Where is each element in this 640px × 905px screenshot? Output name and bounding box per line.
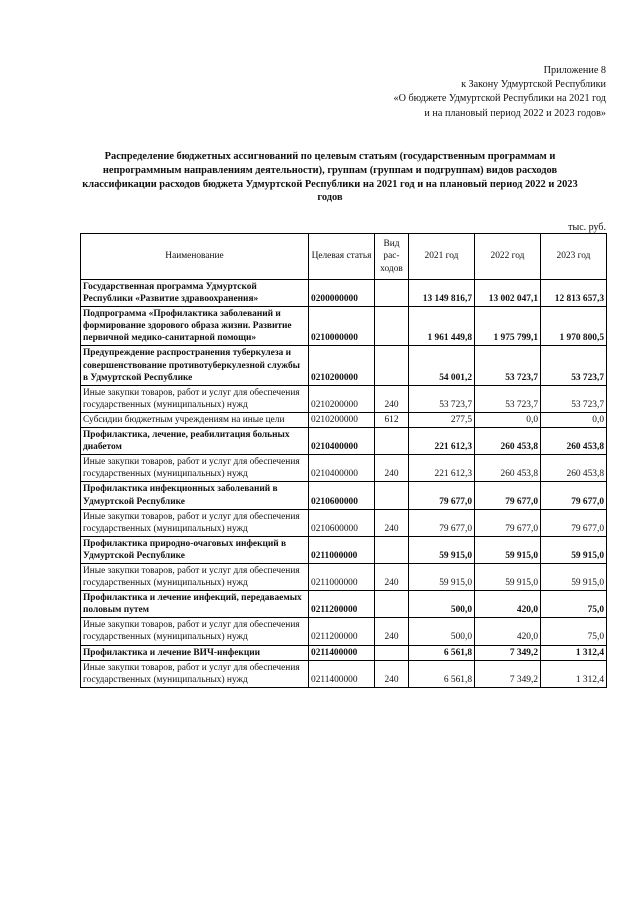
cell-code: 0200000000: [309, 280, 375, 307]
cell-name: Профилактика и лечение ВИЧ-инфекции: [81, 645, 309, 660]
cell-2023: 59 915,0: [541, 536, 607, 563]
cell-vid: [375, 280, 409, 307]
cell-name: Иные закупки товаров, работ и услуг для обеспечения государственных (муниципальных) нужд: [81, 385, 309, 412]
cell-2021: 221 612,3: [409, 428, 475, 455]
cell-vid: [375, 307, 409, 346]
cell-2021: 79 677,0: [409, 482, 475, 509]
cell-2022: 0,0: [475, 412, 541, 427]
table-body: [81, 280, 607, 688]
cell-2021: 79 677,0: [409, 509, 475, 536]
cell-code: 0211200000: [309, 591, 375, 618]
cell-vid: 612: [375, 412, 409, 427]
cell-name: Иные закупки товаров, работ и услуг для обеспечения государственных (муниципальных) нужд: [81, 618, 309, 645]
cell-code: 0211000000: [309, 536, 375, 563]
cell-name: Предупреждение распространения туберкулеза и совершенствование противотуберкулезной службы в Удмуртской Республике: [81, 346, 309, 385]
cell-vid: 240: [375, 563, 409, 590]
cell-2021: 500,0: [409, 618, 475, 645]
cell-vid: [375, 591, 409, 618]
cell-vid: 240: [375, 455, 409, 482]
cell-code: 0210400000: [309, 428, 375, 455]
table-row: [81, 412, 607, 427]
table-row: [81, 280, 607, 307]
table-row: [81, 618, 607, 645]
cell-name: Подпрограмма «Профилактика заболеваний и формирование здорового образа жизни. Развитие первичной медико-санитарной помощи»: [81, 307, 309, 346]
cell-code: 0210400000: [309, 455, 375, 482]
appendix-line-1: Приложение 8: [543, 65, 606, 76]
cell-vid: 240: [375, 660, 409, 687]
cell-2021: 277,5: [409, 412, 475, 427]
cell-code: 0210000000: [309, 307, 375, 346]
cell-name: Иные закупки товаров, работ и услуг для обеспечения государственных (муниципальных) нужд: [81, 509, 309, 536]
cell-code: 0211200000: [309, 618, 375, 645]
cell-name: Профилактика, лечение, реабилитация больных диабетом: [81, 428, 309, 455]
appendix-line-3: «О бюджете Удмуртской Республики на 2021 год: [393, 93, 606, 105]
cell-name: Субсидии бюджетным учреждениям на иные цели: [81, 412, 309, 427]
cell-2023: 79 677,0: [541, 482, 607, 509]
cell-name: Профилактика инфекционных заболеваний в Удмуртской Республике: [81, 482, 309, 509]
cell-2021: 6 561,8: [409, 645, 475, 660]
cell-code: 0210200000: [309, 385, 375, 412]
cell-name: Профилактика и лечение инфекций, передаваемых половым путем: [81, 591, 309, 618]
header-2023: 2023 год: [541, 234, 607, 280]
cell-2022: 420,0: [475, 618, 541, 645]
budget-table: [80, 233, 607, 688]
cell-code: 0211400000: [309, 645, 375, 660]
unit-label: тыс. руб.: [568, 222, 606, 233]
table-row: [81, 645, 607, 660]
cell-2022: 53 723,7: [475, 346, 541, 385]
cell-vid: 240: [375, 509, 409, 536]
cell-2022: 260 453,8: [475, 455, 541, 482]
cell-2022: 59 915,0: [475, 563, 541, 590]
cell-vid: [375, 482, 409, 509]
cell-2022: 53 723,7: [475, 385, 541, 412]
cell-2022: 79 677,0: [475, 509, 541, 536]
cell-code: 0210600000: [309, 509, 375, 536]
cell-vid: [375, 536, 409, 563]
cell-2022: 13 002 047,1: [475, 280, 541, 307]
table-row: [81, 591, 607, 618]
table-row: [81, 346, 607, 385]
header-vid: Вид рас-ходов: [375, 234, 409, 280]
cell-vid: 240: [375, 385, 409, 412]
cell-2023: 53 723,7: [541, 346, 607, 385]
header-2021: 2021 год: [409, 234, 475, 280]
cell-code: 0211000000: [309, 563, 375, 590]
cell-2022: 79 677,0: [475, 482, 541, 509]
cell-code: 0210200000: [309, 346, 375, 385]
cell-2021: 59 915,0: [409, 563, 475, 590]
cell-name: Иные закупки товаров, работ и услуг для обеспечения государственных (муниципальных) нужд: [81, 563, 309, 590]
cell-name: Государственная программа Удмуртской Республики «Развитие здравоохранения»: [81, 280, 309, 307]
cell-2023: 59 915,0: [541, 563, 607, 590]
table-row: [81, 563, 607, 590]
cell-2021: 221 612,3: [409, 455, 475, 482]
table-row: [81, 482, 607, 509]
cell-2023: 53 723,7: [541, 385, 607, 412]
cell-2023: 12 813 657,3: [541, 280, 607, 307]
table-row: [81, 428, 607, 455]
cell-vid: [375, 346, 409, 385]
table-row: [81, 455, 607, 482]
cell-2022: 420,0: [475, 591, 541, 618]
cell-2021: 54 001,2: [409, 346, 475, 385]
cell-2022: 7 349,2: [475, 660, 541, 687]
cell-2023: 260 453,8: [541, 455, 607, 482]
cell-vid: 240: [375, 618, 409, 645]
table-row: [81, 385, 607, 412]
cell-2021: 13 149 816,7: [409, 280, 475, 307]
table-row: [81, 660, 607, 687]
header-code: Целевая статья: [309, 234, 375, 280]
cell-code: 0210200000: [309, 412, 375, 427]
cell-name: Иные закупки товаров, работ и услуг для обеспечения государственных (муниципальных) нужд: [81, 455, 309, 482]
header-2022: 2022 год: [475, 234, 541, 280]
header-name: Наименование: [81, 234, 309, 280]
cell-2022: 59 915,0: [475, 536, 541, 563]
cell-2023: 75,0: [541, 618, 607, 645]
cell-2022: 1 975 799,1: [475, 307, 541, 346]
cell-code: 0210600000: [309, 482, 375, 509]
cell-2021: 1 961 449,8: [409, 307, 475, 346]
table-row: [81, 307, 607, 346]
cell-vid: [375, 428, 409, 455]
table-row: [81, 536, 607, 563]
cell-2022: 260 453,8: [475, 428, 541, 455]
cell-2023: 75,0: [541, 591, 607, 618]
table-header-row: [81, 234, 607, 280]
cell-2023: 1 970 800,5: [541, 307, 607, 346]
cell-2021: 6 561,8: [409, 660, 475, 687]
cell-2023: 1 312,4: [541, 645, 607, 660]
appendix-line-4: и на плановый период 2022 и 2023 годов»: [424, 107, 606, 119]
cell-2023: 260 453,8: [541, 428, 607, 455]
appendix-line-2: к Закону Удмуртской Республики: [461, 79, 606, 91]
appendix-header: [286, 64, 606, 121]
cell-2023: 79 677,0: [541, 509, 607, 536]
cell-2021: 500,0: [409, 591, 475, 618]
cell-2023: 0,0: [541, 412, 607, 427]
cell-2021: 59 915,0: [409, 536, 475, 563]
cell-code: 0211400000: [309, 660, 375, 687]
document-title: Распределение бюджетных ассигнований по целевым статьям (государственным программам и непрограммным направлениям деятельности), группам (группам и подгруппам) видов расходов классификации расходов бюджета Удмуртской Республики на 2021 год и на плановый период 2022 и 2023 годов: [82, 151, 578, 204]
cell-name: Профилактика природно-очаговых инфекций в Удмуртской Республике: [81, 536, 309, 563]
cell-2021: 53 723,7: [409, 385, 475, 412]
table-row: [81, 509, 607, 536]
cell-2022: 7 349,2: [475, 645, 541, 660]
cell-vid: [375, 645, 409, 660]
cell-name: Иные закупки товаров, работ и услуг для обеспечения государственных (муниципальных) нужд: [81, 660, 309, 687]
cell-2023: 1 312,4: [541, 660, 607, 687]
